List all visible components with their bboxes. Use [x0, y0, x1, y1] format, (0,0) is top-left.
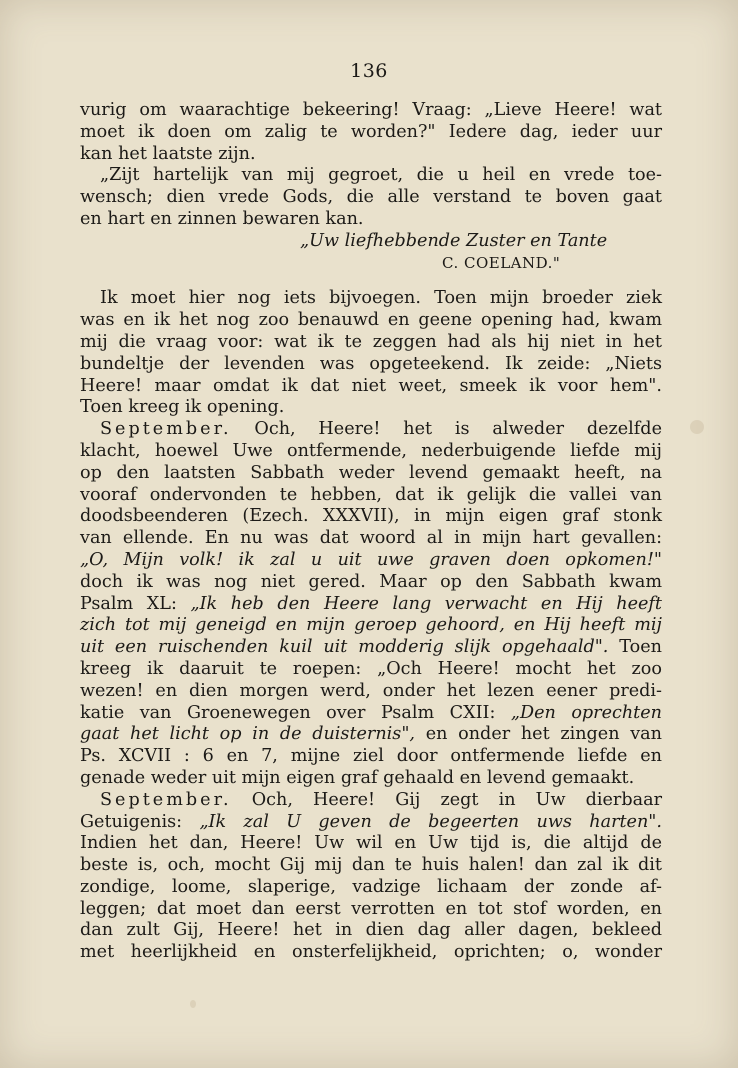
- text-line: dan zult Gij, Heere! het in dien dag aller dagen, bekleed: [80, 920, 662, 941]
- scripture-quote: „Den oprechten: [510, 702, 662, 723]
- text-line: wensch; dien vrede Gods, die alle verstand te boven gaat: [80, 187, 662, 208]
- text-line: doch ik was nog niet gered. Maar op den Sabbath kwam: [80, 571, 662, 592]
- text-segment: katie van Groenewegen over Psalm CXII:: [80, 702, 511, 723]
- signature-name: C. COELAND.": [442, 253, 561, 272]
- text-line: Toen kreeg ik opening.: [80, 397, 285, 418]
- paper-stain: [190, 1000, 196, 1008]
- text-segment: Psalm XL:: [80, 593, 191, 614]
- text-line: leggen; dat moet dan eerst verrotten en tot stof worden, en: [80, 898, 662, 919]
- text-line: vooraf ondervonden te hebben, dat ik gelijk die vallei van: [80, 484, 662, 505]
- signature-closing: „Uw liefhebbende Zuster en Tante: [300, 230, 608, 251]
- text-line: kreeg ik daaruit te roepen: „Och Heere! mocht het zoo: [80, 658, 662, 679]
- date-heading: September.: [100, 789, 232, 810]
- text-line: Ps. XCVII : 6 en 7, mijne ziel door ontfermende liefde en: [80, 746, 662, 767]
- text-line: genade weder uit mijn eigen graf gehaald en levend gemaakt.: [80, 767, 635, 788]
- paper-stain: [690, 420, 704, 434]
- text-line: mij die vraag voor: wat ik te zeggen had als hij niet in het: [80, 331, 662, 352]
- text-line: was en ik het nog zoo benauwd en geene opening had, kwam: [80, 310, 662, 331]
- text-line: Ik moet hier nog iets bijvoegen. Toen mijn broeder ziek: [100, 288, 662, 309]
- scripture-quote: „O, Mijn volk! ik zal u uit uwe graven doen opkomen!": [80, 549, 662, 570]
- scripture-quote: zich tot mij geneigd en mijn geroep gehoord, en Hij heeft mij: [80, 615, 662, 636]
- text-line: [80, 703, 662, 725]
- text-segment: Och, Heere! Gij zegt in Uw dierbaar: [231, 789, 662, 810]
- text-line: kan het laatste zijn.: [80, 143, 256, 164]
- text-segment: Getuigenis:: [80, 811, 200, 832]
- text-line: [80, 550, 662, 572]
- text-line: moet ik doen om zalig te worden?" Iedere dag, ieder uur: [80, 121, 662, 142]
- text-line: wezen! en dien morgen werd, onder het lezen eener predi-: [80, 680, 662, 701]
- scripture-quote: „Ik heb den Heere lang verwacht en Hij heeft: [190, 593, 662, 614]
- text-line: klacht, hoewel Uwe ontfermende, nederbuigende liefde mij: [80, 440, 662, 461]
- text-line: en hart en zinnen bewaren kan.: [80, 208, 364, 229]
- text-line: beste is, och, mocht Gij mij dan te huis halen! dan zal ik dit: [80, 855, 662, 876]
- text-line: Heere! maar omdat ik dat niet weet, smeek ik voor hem".: [80, 375, 662, 396]
- text-line: met heerlijkheid en onsterfelijkheid, oprichten; o, wonder: [80, 942, 662, 963]
- text-line: [80, 637, 662, 659]
- text-line: Indien het dan, Heere! Uw wil en Uw tijd is, die altijd de: [80, 833, 662, 854]
- text-line: [80, 615, 662, 637]
- date-heading: September.: [100, 419, 232, 440]
- text-line: vurig om waarachtige bekeering! Vraag: „Lieve Heere! wat: [80, 100, 662, 120]
- text-line: op den laatsten Sabbath weder levend gemaakt heeft, na: [80, 462, 662, 483]
- scripture-quote: gaat het licht op in de duisternis",: [80, 724, 416, 745]
- text-segment: Och, Heere! het is alweder dezelfde: [231, 419, 662, 440]
- text-line: [80, 594, 662, 616]
- text-line: [80, 419, 662, 441]
- text-line: van ellende. En nu was dat woord al in mijn hart gevallen:: [80, 528, 662, 549]
- text-segment: en onder het zingen van: [415, 724, 662, 745]
- text-line: bundeltje der levenden was opgeteekend. Ik zeide: „Niets: [80, 353, 662, 374]
- text-line: [80, 724, 662, 746]
- text-line: zondige, loome, slaperige, vadzige lichaam der zonde af-: [80, 876, 662, 897]
- scripture-quote: uit een ruischenden kuil uit modderig slijk opgehaald".: [80, 637, 609, 658]
- scripture-quote: „Ik zal U geven de begeerten uws harten".: [199, 811, 662, 832]
- text-line: doodsbeenderen (Ezech. XXXVII), in mijn eigen graf stonk: [80, 506, 662, 527]
- page-number: 136: [350, 60, 388, 82]
- text-line: „Zijt hartelijk van mij gegroet, die u heil en vrede toe-: [100, 165, 662, 186]
- text-segment: Toen: [608, 637, 663, 658]
- text-line: [80, 790, 662, 812]
- text-line: [80, 812, 662, 834]
- page-body: [80, 100, 662, 964]
